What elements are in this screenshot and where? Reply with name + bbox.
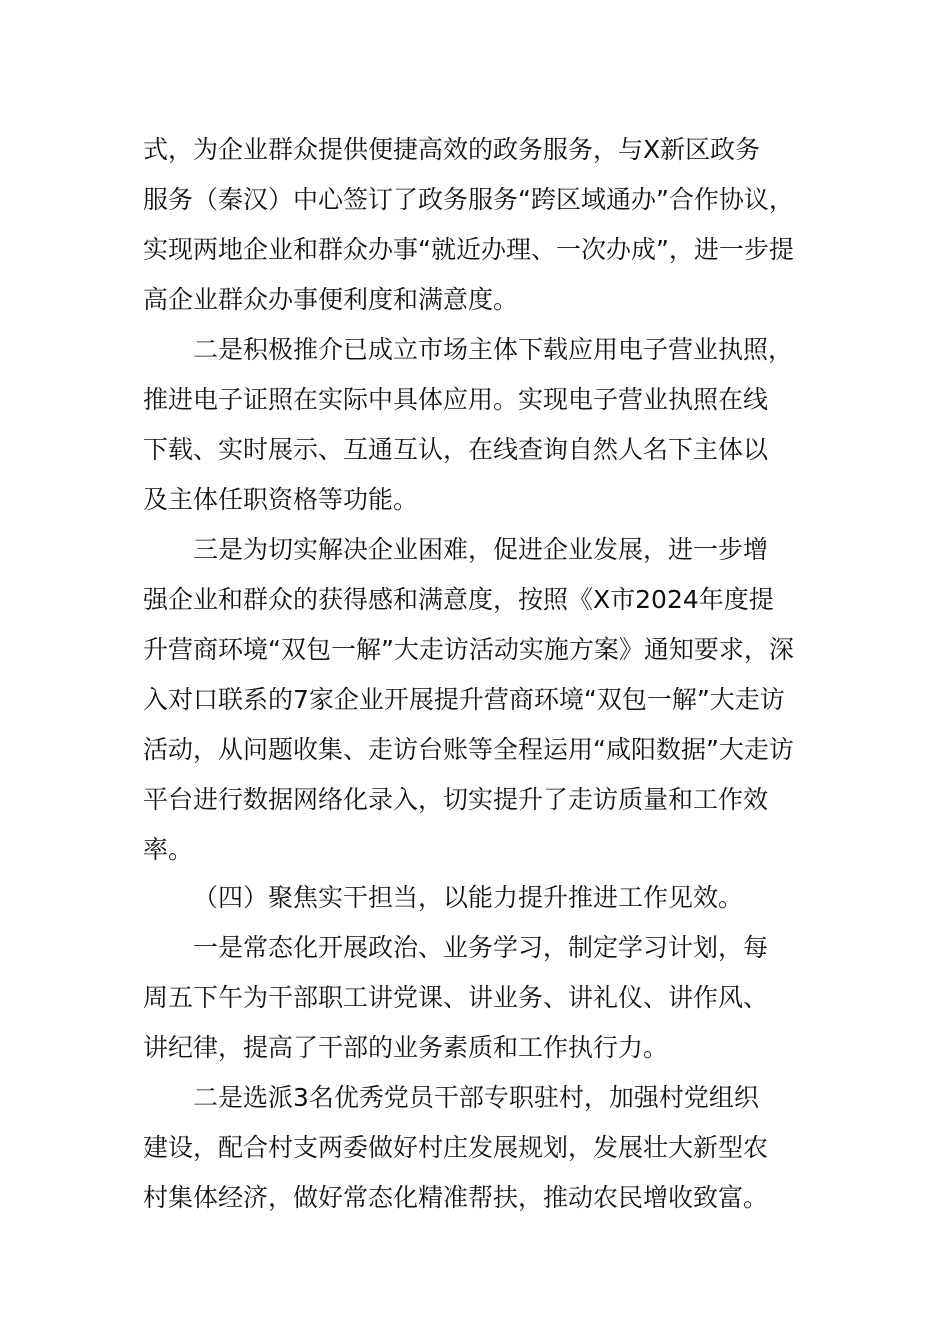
text-line: 一是常态化开展政治、业务学习，制定学习计划，每	[193, 933, 769, 962]
text-line: 讲纪律，提高了干部的业务素质和工作执行力。	[143, 1033, 669, 1062]
text-line: 平台进行数据网络化录入，切实提升了走访质量和工作效	[143, 785, 769, 814]
text-line: 服务（秦汉）中心签订了政务服务“跨区域通办”合作协议，	[143, 185, 794, 214]
text-line: 三是为切实解决企业困难，促进企业发展，进一步增	[193, 535, 769, 564]
text-line: 实现两地企业和群众办事“就近办理、一次办成”，进一步提	[143, 235, 794, 264]
text-line: 建设，配合村支两委做好村庄发展规划，发展壮大新型农	[143, 1133, 769, 1162]
text-line: 高企业群众办事便利度和满意度。	[143, 285, 519, 314]
text-line: 推进电子证照在实际中具体应用。实现电子营业执照在线	[143, 385, 769, 414]
text-line: 村集体经济，做好常态化精准帮扶，推动农民增收致富。	[143, 1183, 769, 1212]
text-line: 率。	[143, 835, 194, 864]
section-heading: （四）聚焦实干担当，以能力提升推进工作见效。	[193, 883, 744, 912]
text-line: 下载、实时展示、互通互认，在线查询自然人名下主体以	[143, 435, 769, 464]
text-line: 强企业和群众的获得感和满意度，按照《X市2024年度提	[143, 585, 774, 614]
text-line: 周五下午为干部职工讲党课、讲业务、讲礼仪、讲作风、	[143, 983, 769, 1012]
text-line: 式，为企业群众提供便捷高效的政务服务，与X新区政务	[143, 135, 761, 164]
text-line: 二是选派3名优秀党员干部专职驻村，加强村党组织	[193, 1083, 759, 1112]
text-line: 二是积极推介已成立市场主体下载应用电子营业执照，	[193, 335, 794, 364]
text-line: 入对口联系的7家企业开展提升营商环境“双包一解”大走访	[143, 685, 785, 714]
text-line: 活动，从问题收集、走访台账等全程运用“咸阳数据”大走访	[143, 735, 794, 764]
text-line: 升营商环境“双包一解”大走访活动实施方案》通知要求，深	[143, 635, 794, 664]
text-line: 及主体任职资格等功能。	[143, 485, 419, 514]
